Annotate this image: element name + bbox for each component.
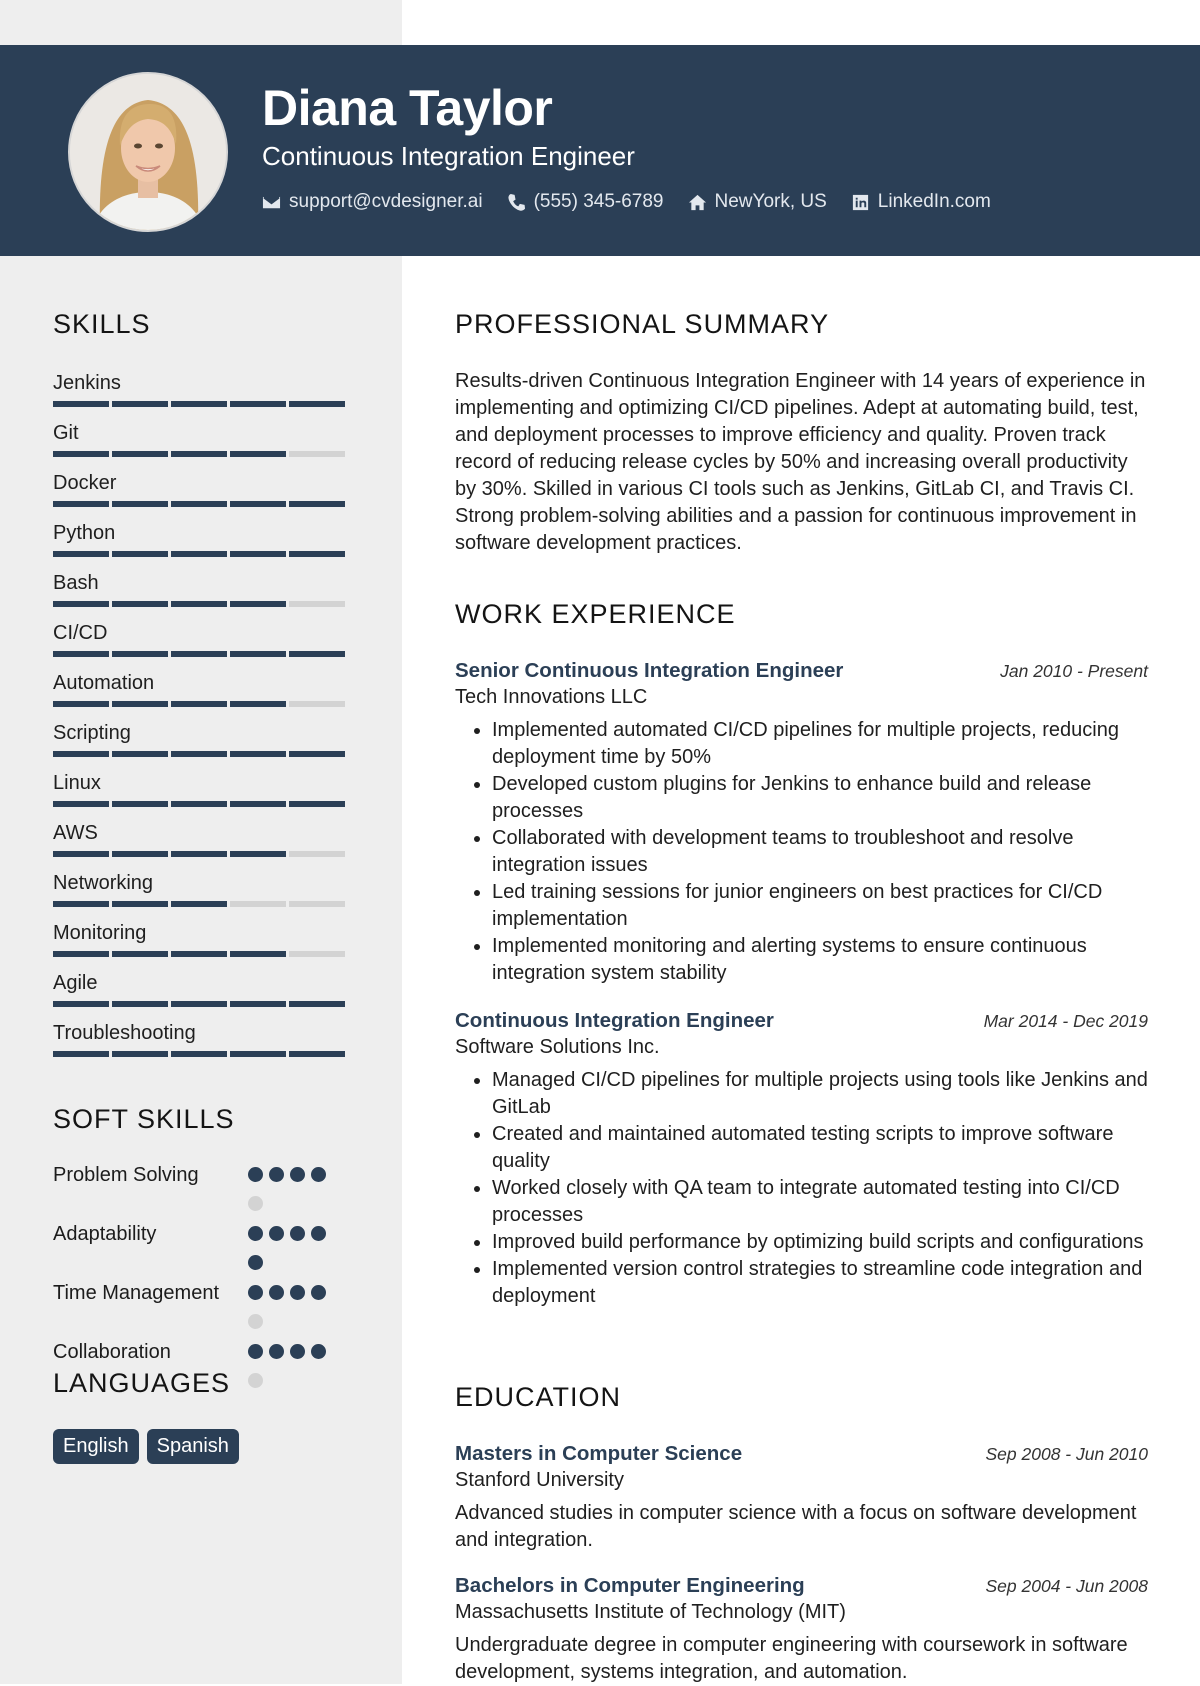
job-title: Continuous Integration Engineer xyxy=(455,1009,774,1032)
skills-heading: SKILLS xyxy=(53,309,151,339)
skill-level-segment xyxy=(53,451,109,457)
education-dates: Sep 2008 - Jun 2010 xyxy=(985,1444,1148,1464)
skill-level-segment xyxy=(230,451,286,457)
soft-skill-label: Time Management xyxy=(53,1282,219,1304)
skill-level-segment xyxy=(289,601,345,607)
job-dates: Mar 2014 - Dec 2019 xyxy=(983,1011,1148,1031)
skill-level-segment xyxy=(171,451,227,457)
skill-level-segment xyxy=(289,901,345,907)
skill-item xyxy=(53,918,353,968)
skill-level-segment xyxy=(230,851,286,857)
rating-dot xyxy=(248,1344,263,1359)
rating-dot xyxy=(248,1373,263,1388)
soft-skill-item xyxy=(53,1162,353,1211)
rating-dot xyxy=(290,1285,305,1300)
skill-level-segment xyxy=(112,951,168,957)
rating-dot xyxy=(290,1344,305,1359)
soft-skill-item xyxy=(53,1221,353,1270)
skill-level-segment xyxy=(230,501,286,507)
skill-item xyxy=(53,818,353,868)
skill-level-segment xyxy=(171,651,227,657)
skill-level-segment xyxy=(289,951,345,957)
skill-level-segment xyxy=(53,651,109,657)
rating-dot xyxy=(248,1255,263,1270)
rating-dot xyxy=(311,1167,326,1182)
skill-level-bar xyxy=(53,951,353,957)
home-icon xyxy=(688,193,707,212)
skill-level-segment xyxy=(230,801,286,807)
skill-level-segment xyxy=(112,901,168,907)
job-entry xyxy=(455,1009,1148,1310)
skill-level-segment xyxy=(53,551,109,557)
skill-level-bar xyxy=(53,701,353,707)
skill-level-segment xyxy=(112,701,168,707)
job-company: Software Solutions Inc. xyxy=(455,1036,660,1058)
skill-item xyxy=(53,768,353,818)
skill-level-segment xyxy=(230,951,286,957)
job-bullet: • Managed CI/CD pipelines for multiple projects using tools like Jenkins and GitLab xyxy=(492,1067,1148,1121)
skill-level-bar xyxy=(53,751,353,757)
skill-level-segment xyxy=(289,701,345,707)
job-bullets xyxy=(455,717,1148,987)
job-bullet: • Developed custom plugins for Jenkins to enhance build and release processes xyxy=(492,771,1148,825)
skill-label: Docker xyxy=(53,472,117,494)
skill-level-segment xyxy=(53,1051,109,1057)
contact-email[interactable] xyxy=(262,191,483,213)
skill-item xyxy=(53,1018,353,1068)
summary-text: Results-driven Continuous Integration Engineer with 14 years of experience in implementing and optimizing CI/CD pipelines. Adept at automating build, test, and deployment processes to improve efficiency and quality. Proven track record of reducing release cycles by 50% and increasing overall productivity by 30%. Skilled in various CI tools such as Jenkins, GitLab CI, and Travis CI. Strong problem-solving abilities and a passion for continuous improvement in software development practices. xyxy=(455,370,1146,554)
rating-dot xyxy=(290,1226,305,1241)
job-bullets xyxy=(455,1067,1148,1310)
avatar xyxy=(68,72,228,232)
education-heading: EDUCATION xyxy=(455,1382,622,1412)
skill-level-segment xyxy=(230,1051,286,1057)
skill-label: Git xyxy=(53,422,79,444)
candidate-title: Continuous Integration Engineer xyxy=(262,141,635,171)
skill-level-segment xyxy=(171,1051,227,1057)
skill-level-segment xyxy=(289,451,345,457)
skill-item xyxy=(53,868,353,918)
location-text: NewYork, US xyxy=(714,191,827,212)
skill-level-segment xyxy=(289,851,345,857)
skill-level-segment xyxy=(230,1001,286,1007)
job-bullet: • Led training sessions for junior engineers on best practices for CI/CD implementation xyxy=(492,879,1148,933)
skill-level-segment xyxy=(171,751,227,757)
skill-label: Linux xyxy=(53,772,101,794)
school-name: Massachusetts Institute of Technology (MIT) xyxy=(455,1601,846,1623)
skill-level-segment xyxy=(112,451,168,457)
skills-list xyxy=(53,368,353,1068)
job-bullet: • Implemented version control strategies to streamline code integration and deployment xyxy=(492,1256,1148,1310)
skill-level-bar xyxy=(53,801,353,807)
job-bullet: • Created and maintained automated testing scripts to improve software quality xyxy=(492,1121,1148,1175)
skill-item xyxy=(53,718,353,768)
job-entry xyxy=(455,659,1148,987)
skill-level-bar xyxy=(53,601,353,607)
soft-skill-rating xyxy=(248,1162,338,1211)
contact-location xyxy=(688,191,827,213)
skill-level-segment xyxy=(53,401,109,407)
rating-dot xyxy=(248,1226,263,1241)
summary-heading: PROFESSIONAL SUMMARY xyxy=(455,309,830,339)
job-title: Senior Continuous Integration Engineer xyxy=(455,659,844,682)
rating-dot xyxy=(269,1285,284,1300)
skill-level-segment xyxy=(53,701,109,707)
rating-dot xyxy=(248,1196,263,1211)
skill-level-segment xyxy=(112,601,168,607)
skill-label: AWS xyxy=(53,822,98,844)
skill-label: Networking xyxy=(53,872,154,894)
skill-label: Bash xyxy=(53,572,99,594)
soft-skill-label: Adaptability xyxy=(53,1223,157,1245)
skill-level-segment xyxy=(112,1001,168,1007)
job-bullet: • Worked closely with QA team to integrate automated testing into CI/CD processes xyxy=(492,1175,1148,1229)
envelope-icon xyxy=(262,193,281,212)
skill-level-bar xyxy=(53,551,353,557)
skill-level-segment xyxy=(289,751,345,757)
skill-level-segment xyxy=(53,601,109,607)
skill-level-segment xyxy=(53,851,109,857)
job-company: Tech Innovations LLC xyxy=(455,686,648,708)
skill-level-segment xyxy=(289,1001,345,1007)
language-tag: English xyxy=(53,1429,139,1464)
skill-level-segment xyxy=(230,651,286,657)
skill-level-segment xyxy=(171,551,227,557)
contact-bar xyxy=(262,191,991,213)
skill-level-segment xyxy=(112,1051,168,1057)
skill-level-segment xyxy=(171,401,227,407)
soft-skill-rating xyxy=(248,1280,338,1329)
skill-level-segment xyxy=(289,1051,345,1057)
rating-dot xyxy=(311,1226,326,1241)
education-dates: Sep 2004 - Jun 2008 xyxy=(985,1576,1148,1596)
skill-level-segment xyxy=(230,601,286,607)
skill-level-segment xyxy=(230,401,286,407)
skill-label: Agile xyxy=(53,972,98,994)
resume-header xyxy=(0,45,1200,256)
language-tag: Spanish xyxy=(147,1429,239,1464)
soft-skill-label: Collaboration xyxy=(53,1341,171,1363)
skill-item xyxy=(53,568,353,618)
skill-item xyxy=(53,968,353,1018)
education-description: Advanced studies in computer science with a focus on software development and integration. xyxy=(455,1502,1137,1551)
skill-level-segment xyxy=(171,951,227,957)
phone-text: (555) 345-6789 xyxy=(533,191,664,212)
contact-phone[interactable] xyxy=(507,191,664,213)
skill-label: CI/CD xyxy=(53,622,108,644)
skill-level-segment xyxy=(112,651,168,657)
soft-skill-rating xyxy=(248,1339,338,1388)
skill-level-segment xyxy=(171,801,227,807)
job-bullet: • Collaborated with development teams to troubleshoot and resolve integration issues xyxy=(492,825,1148,879)
skill-item xyxy=(53,518,353,568)
rating-dot xyxy=(248,1314,263,1329)
experience-heading: WORK EXPERIENCE xyxy=(455,599,736,629)
skill-level-segment xyxy=(53,1001,109,1007)
skill-level-segment xyxy=(289,801,345,807)
skill-label: Scripting xyxy=(53,722,131,744)
skill-item xyxy=(53,618,353,668)
skill-level-segment xyxy=(171,1001,227,1007)
education-entry xyxy=(455,1574,1148,1686)
rating-dot xyxy=(311,1285,326,1300)
education-entry xyxy=(455,1442,1148,1554)
job-bullet: • Improved build performance by optimizing build scripts and configurations xyxy=(492,1229,1148,1256)
rating-dot xyxy=(269,1226,284,1241)
skill-level-segment xyxy=(112,801,168,807)
skill-item xyxy=(53,468,353,518)
skill-level-segment xyxy=(53,801,109,807)
skill-level-segment xyxy=(289,401,345,407)
degree-title: Masters in Computer Science xyxy=(455,1442,743,1465)
phone-icon xyxy=(507,193,526,212)
skill-level-bar xyxy=(53,901,353,907)
skill-item xyxy=(53,368,353,418)
rating-dot xyxy=(248,1285,263,1300)
job-bullet: • Implemented monitoring and alerting systems to ensure continuous integration system stability xyxy=(492,933,1148,987)
skill-level-segment xyxy=(171,501,227,507)
skill-level-segment xyxy=(289,651,345,657)
skill-level-segment xyxy=(171,901,227,907)
skill-level-segment xyxy=(171,701,227,707)
skill-level-segment xyxy=(289,551,345,557)
rating-dot xyxy=(290,1167,305,1182)
skill-level-segment xyxy=(112,851,168,857)
soft-skill-label: Problem Solving xyxy=(53,1164,199,1186)
skill-level-segment xyxy=(53,751,109,757)
degree-title: Bachelors in Computer Engineering xyxy=(455,1574,805,1597)
skill-level-bar xyxy=(53,451,353,457)
soft-skills-list xyxy=(53,1162,353,1398)
skill-level-segment xyxy=(53,501,109,507)
skill-level-bar xyxy=(53,851,353,857)
job-dates: Jan 2010 - Present xyxy=(1000,661,1148,681)
linkedin-icon xyxy=(851,193,870,212)
skill-level-segment xyxy=(112,751,168,757)
skill-label: Python xyxy=(53,522,116,544)
skill-item xyxy=(53,418,353,468)
soft-skill-rating xyxy=(248,1221,338,1270)
skill-label: Monitoring xyxy=(53,922,147,944)
skill-level-segment xyxy=(112,501,168,507)
skill-item xyxy=(53,668,353,718)
skill-level-segment xyxy=(53,901,109,907)
skill-label: Jenkins xyxy=(53,372,121,394)
skill-level-segment xyxy=(230,901,286,907)
school-name: Stanford University xyxy=(455,1469,624,1491)
candidate-name: Diana Taylor xyxy=(262,80,553,136)
skill-level-segment xyxy=(112,551,168,557)
skill-level-bar xyxy=(53,401,353,407)
education-description: Undergraduate degree in computer engineering with coursework in software development, systems integration, and automation. xyxy=(455,1634,1128,1683)
rating-dot xyxy=(248,1167,263,1182)
skill-level-bar xyxy=(53,501,353,507)
skill-level-segment xyxy=(289,501,345,507)
skill-label: Troubleshooting xyxy=(53,1022,196,1044)
skill-level-segment xyxy=(230,751,286,757)
languages-list xyxy=(53,1429,239,1464)
soft-skills-heading: SOFT SKILLS xyxy=(53,1104,235,1134)
contact-linkedin[interactable] xyxy=(851,191,991,213)
skill-label: Automation xyxy=(53,672,155,694)
email-text: support@cvdesigner.ai xyxy=(289,191,483,212)
job-bullet: • Implemented automated CI/CD pipelines for multiple projects, reducing deployment time by 50% xyxy=(492,717,1148,771)
rating-dot xyxy=(311,1344,326,1359)
skill-level-segment xyxy=(53,951,109,957)
portrait-image xyxy=(70,74,226,230)
rating-dot xyxy=(269,1167,284,1182)
skill-level-segment xyxy=(230,551,286,557)
skill-level-segment xyxy=(112,401,168,407)
linkedin-text: LinkedIn.com xyxy=(877,191,991,212)
skill-level-bar xyxy=(53,1051,353,1057)
languages-heading: LANGUAGES xyxy=(53,1368,231,1398)
skill-level-segment xyxy=(171,601,227,607)
soft-skill-item xyxy=(53,1280,353,1329)
skill-level-segment xyxy=(171,851,227,857)
skill-level-bar xyxy=(53,651,353,657)
skill-level-segment xyxy=(230,701,286,707)
skill-level-bar xyxy=(53,1001,353,1007)
rating-dot xyxy=(269,1344,284,1359)
